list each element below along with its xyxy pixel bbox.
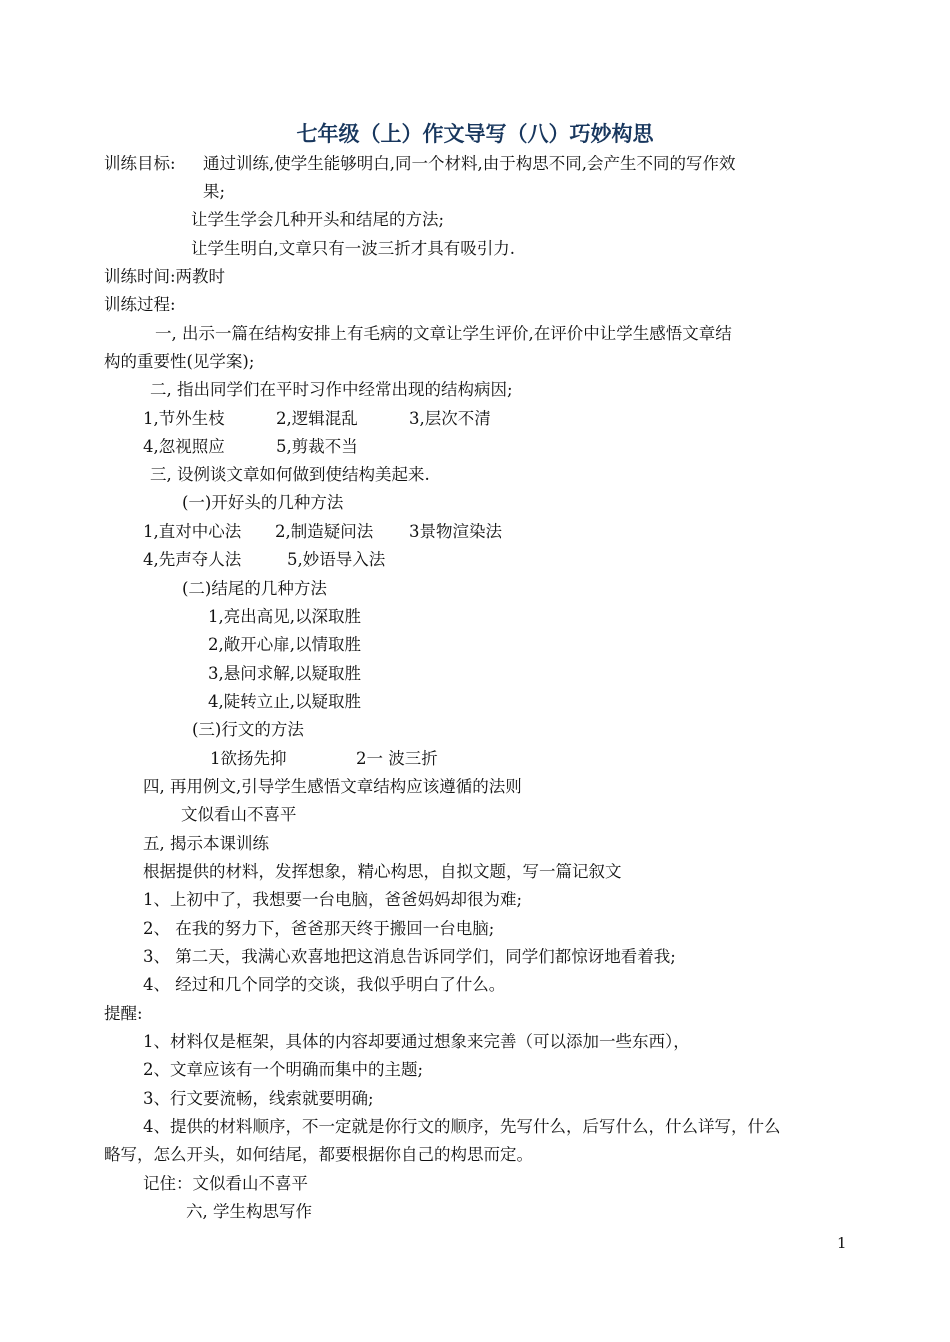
fault-item: 2,逻辑混乱: [276, 409, 358, 428]
style-heading: (三)行文的方法: [192, 720, 304, 739]
step-2: 二, 指出同学们在平时习作中经常出现的结构病因;: [150, 380, 513, 399]
ending-item: 4,陡转立止,以疑取胜: [208, 692, 361, 711]
remember-note: 记住：文似看山不喜平: [143, 1174, 308, 1193]
opening-item: 1,直对中心法: [143, 522, 242, 541]
ending-item: 1,亮出高见,以深取胜: [208, 607, 361, 626]
step-6: 六, 学生构思写作: [186, 1202, 312, 1221]
goals-label: 训练目标:: [104, 154, 176, 173]
step-1-cont: 构的重要性(见学案);: [104, 352, 255, 371]
goal-line-2: 让学生学会几种开头和结尾的方法;: [191, 210, 445, 229]
style-item: 2一 波三折: [356, 749, 438, 768]
step-3: 三, 设例谈文章如何做到使结构美起来.: [150, 465, 430, 484]
opening-item: 5,妙语导入法: [287, 550, 386, 569]
reminder-item: 4、提供的材料顺序，不一定就是你行文的顺序，先写什么，后写什么，什么详写，什么: [143, 1117, 781, 1136]
ending-item: 3,悬问求解,以疑取胜: [208, 664, 361, 683]
opening-item: 4,先声夺人法: [143, 550, 242, 569]
fault-item: 1,节外生枝: [143, 409, 225, 428]
reminder-item: 3、行文要流畅，线索就要明确;: [143, 1089, 374, 1108]
proverb: 文似看山不喜平: [181, 805, 297, 824]
task-text: 根据提供的材料，发挥想象，精心构思，自拟文题，写一篇记叙文: [143, 862, 622, 881]
reminder-item: 1、材料仅是框架，具体的内容却要通过想象来完善（可以添加一些东西），: [143, 1032, 690, 1051]
step-4: 四, 再用例文,引导学生感悟文章结构应该遵循的法则: [143, 777, 522, 796]
goal-line-3: 让学生明白,文章只有一波三折才具有吸引力.: [191, 239, 515, 258]
remind-label: 提醒:: [104, 1004, 143, 1023]
fault-item: 3,层次不清: [409, 409, 491, 428]
style-item: 1欲扬先抑: [210, 749, 287, 768]
openings-heading: (一)开好头的几种方法: [182, 493, 344, 512]
reminder-item-cont: 略写，怎么开头，如何结尾，都要根据你自己的构思而定。: [104, 1145, 533, 1164]
page-title: 七年级（上）作文导写（八）巧妙构思: [296, 122, 654, 146]
endings-heading: (二)结尾的几种方法: [182, 579, 327, 598]
step-1: 一, 出示一篇在结构安排上有毛病的文章让学生评价,在评价中让学生感悟文章结: [155, 324, 732, 343]
process-label: 训练过程:: [104, 295, 176, 314]
material-item: 3、 第二天，我满心欢喜地把这消息告诉同学们，同学们都惊讶地看着我;: [143, 947, 676, 966]
material-item: 4、 经过和几个同学的交谈，我似乎明白了什么。: [143, 975, 506, 994]
goal-line-1: 通过训练,使学生能够明白,同一个材料,由于构思不同,会产生不同的写作效: [203, 154, 736, 173]
material-item: 2、 在我的努力下，爸爸那天终于搬回一台电脑;: [143, 919, 495, 938]
reminder-item: 2、文章应该有一个明确而集中的主题;: [143, 1060, 424, 1079]
training-time: 训练时间:两教时: [104, 267, 226, 286]
ending-item: 2,敞开心扉,以情取胜: [208, 635, 361, 654]
opening-item: 2,制造疑问法: [275, 522, 374, 541]
material-item: 1、上初中了，我想要一台电脑，爸爸妈妈却很为难;: [143, 890, 523, 909]
opening-item: 3景物渲染法: [409, 522, 502, 541]
fault-item: 4,忽视照应: [143, 437, 225, 456]
goal-line-1-cont: 果;: [203, 182, 226, 201]
fault-item: 5,剪裁不当: [276, 437, 358, 456]
step-5: 五, 揭示本课训练: [143, 834, 269, 853]
page-number: 1: [837, 1234, 847, 1252]
